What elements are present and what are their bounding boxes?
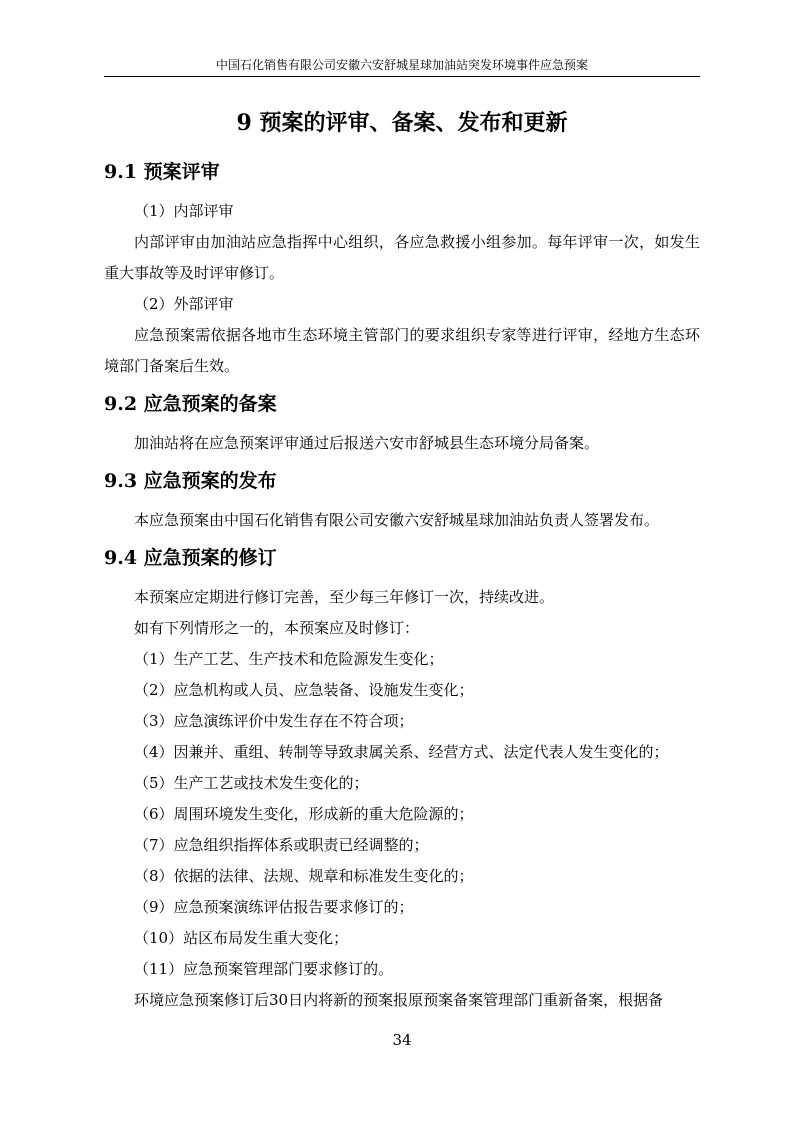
paragraph: 本预案应定期进行修订完善，至少每三年修订一次，持续改进。	[134, 588, 555, 606]
section-9-4-heading: 9.4 应急预案的修订	[104, 547, 277, 569]
document-body	[104, 108, 700, 1016]
paragraph: （1）内部评审	[134, 202, 234, 220]
list-item: （4）因兼并、重组、转制等导致隶属关系、经营方式、法定代表人发生变化的；	[134, 743, 669, 761]
list-item: （6）周围环境发生变化，形成新的重大危险源的；	[134, 805, 474, 823]
chapter-title: 9 预案的评审、备案、发布和更新	[236, 110, 568, 136]
list-item: （10）站区布局发生重大变化；	[134, 929, 349, 947]
paragraph: 应急预案需依据各地市生态环境主管部门的要求组织专家等进行评审，经地方生态环境部门备案后生效。	[104, 326, 700, 375]
paragraph: 内部评审由加油站应急指挥中心组织，各应急救援小组参加。每年评审一次，如发生重大事故等及时评审修订。	[104, 233, 700, 282]
page-number: 34	[392, 1031, 412, 1049]
section-9-3-heading: 9.3 应急预案的发布	[104, 470, 277, 492]
paragraph: （2）外部评审	[134, 295, 234, 313]
list-item: （5）生产工艺或技术发生变化的；	[134, 774, 369, 792]
paragraph: 本应急预案由中国石化销售有限公司安徽六安舒城星球加油站负责人签署发布。	[134, 511, 660, 529]
paragraph: 环境应急预案修订后30日内将新的预案报原预案备案管理部门重新备案，根据备	[134, 991, 664, 1009]
list-item: （11）应急预案管理部门要求修订的。	[134, 960, 394, 978]
list-item: （2）应急机构或人员、应急装备、设施发生变化；	[134, 681, 474, 699]
running-header: 中国石化销售有限公司安徽六安舒城星球加油站突发环境事件应急预案	[104, 57, 700, 77]
section-9-2-heading: 9.2 应急预案的备案	[104, 393, 277, 415]
section-9-1-heading: 9.1 预案评审	[104, 161, 220, 183]
paragraph: 加油站将在应急预案评审通过后报送六安市舒城县生态环境分局备案。	[134, 434, 600, 452]
list-item: （8）依据的法律、法规、规章和标准发生变化的；	[134, 867, 474, 885]
list-item: （1）生产工艺、生产技术和危险源发生变化；	[134, 650, 444, 668]
list-item: （7）应急组织指挥体系或职责已经调整的；	[134, 836, 429, 854]
paragraph: 如有下列情形之一的，本预案应及时修订：	[134, 619, 420, 637]
list-item: （9）应急预案演练评估报告要求修订的；	[134, 898, 414, 916]
list-item: （3）应急演练评价中发生存在不符合项；	[134, 712, 414, 730]
